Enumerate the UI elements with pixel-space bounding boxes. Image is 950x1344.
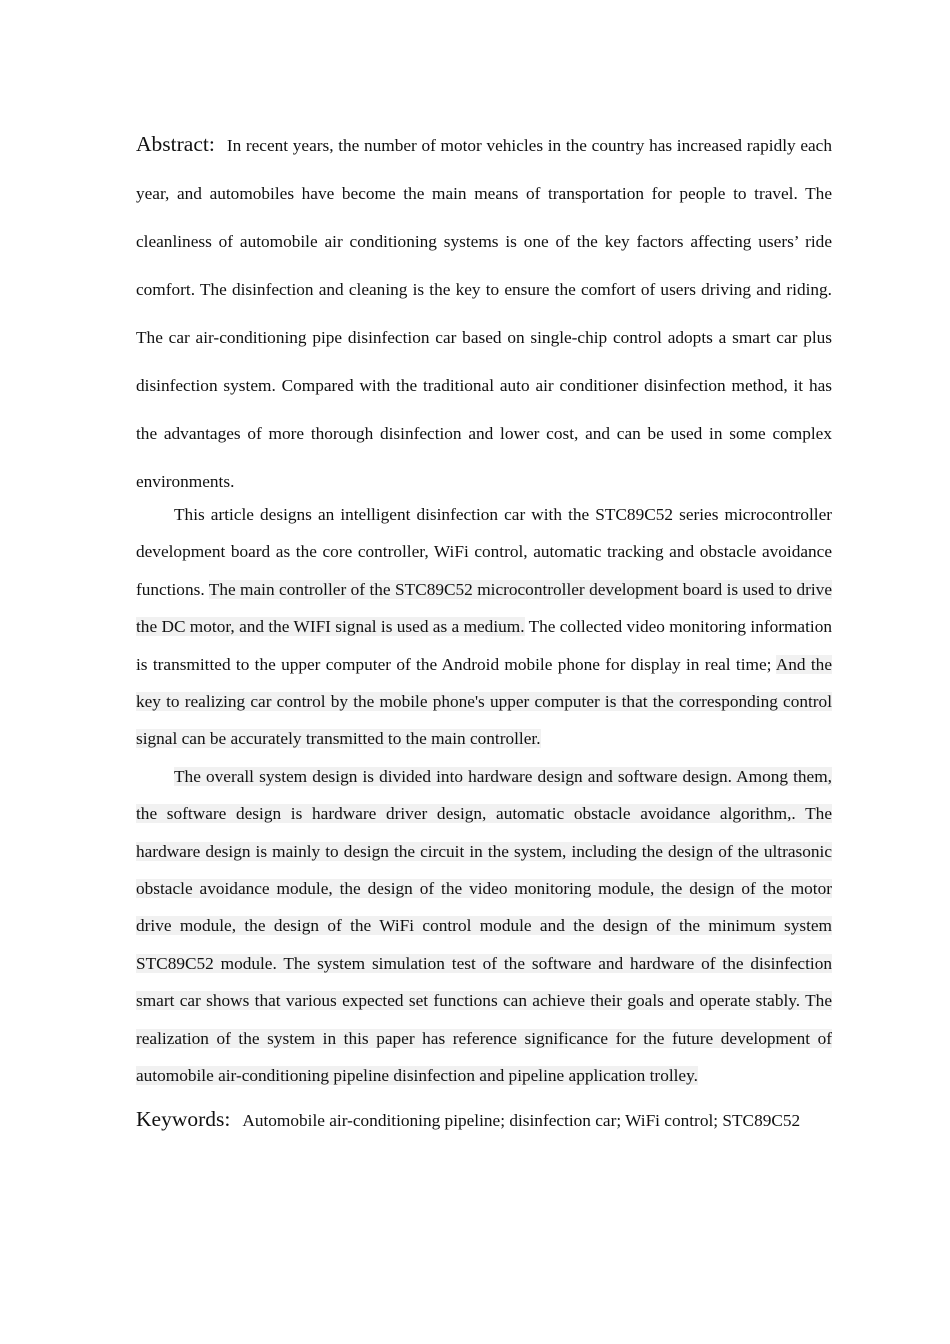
paragraph3-highlight: The overall system design is divided into hardware design and software design. Among them, the software design is hardware driver design, automatic obstacle avoidance algorithm,. The hardware design is mainly to design the circuit in the system, including the design of the ultrasonic obstacle avoidance module, the design of the video monitoring module, the design of the motor drive module, the design of the WiFi control module and the design of the minimum system STC89C52 module. The system simulation test of the software and hardware of the disinfection smart car shows that various expected set functions can achieve their goals and operate stably. The realization of the system in this paper has reference significance for the future development of automobile air-conditioning pipeline disinfection and pipeline application trolley. (136, 766, 832, 1086)
abstract-paragraph (136, 120, 832, 506)
body-paragraph-2 (136, 496, 832, 758)
keywords-text: Automobile air-conditioning pipeline; disinfection car; WiFi control; STC89C52 (242, 1110, 801, 1130)
document-page (136, 120, 832, 1145)
paragraph2-text-2: The collected video monitoring information is transmitted to the upper computer of the Android mobile phone for display in real time; (136, 617, 832, 674)
paragraph2-text-1: This article designs an intelligent disinfection car with the STC89C52 series microcontroller development board as the core controller, WiFi control, automatic tracking and obstacle avoidance functions. (136, 505, 832, 599)
abstract-text: In recent years, the number of motor vehicles in the country has increased rapidly each year, and automobiles have become the main means of transportation for people to travel. The cleanliness of automobile air conditioning systems is one of the key factors affecting users’ ride comfort. The disinfection and cleaning is the key to ensure the comfort of users driving and riding. The car air-conditioning pipe disinfection car based on single-chip control adopts a smart car plus disinfection system. Compared with the traditional auto air conditioner disinfection method, it has the advantages of more thorough disinfection and lower cost, and can be used in some complex environments. (136, 136, 832, 491)
keywords-paragraph (136, 1095, 832, 1145)
body-paragraph-3 (136, 758, 832, 1095)
paragraph2-highlight-1: The main controller of the STC89C52 microcontroller development board is used to drive the DC motor, and the WIFI signal is used as a medium. (136, 579, 832, 637)
abstract-label: Abstract: (136, 132, 215, 156)
keywords-label: Keywords: (136, 1106, 231, 1131)
paragraph2-highlight-2: And the key to realizing car control by the mobile phone's upper computer is that the corresponding control signal can be accurately transmitted to the main controller. (136, 654, 832, 749)
